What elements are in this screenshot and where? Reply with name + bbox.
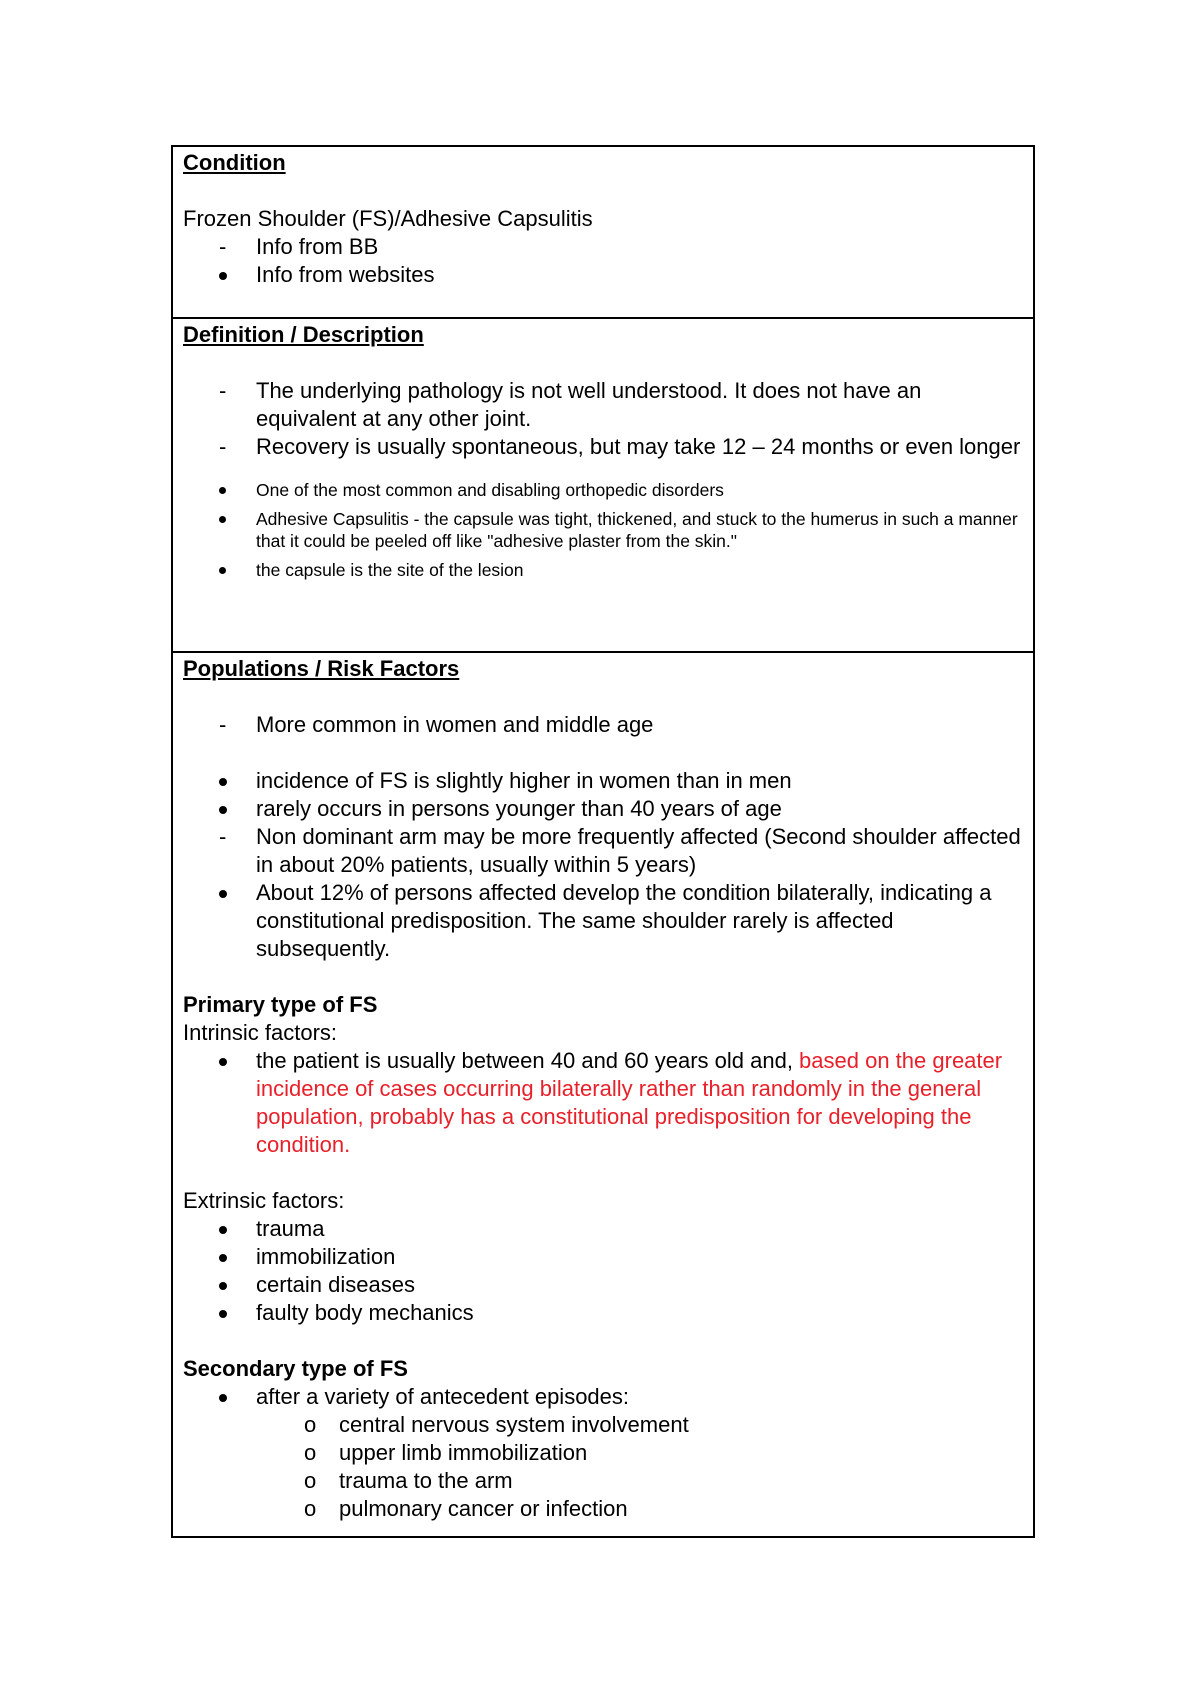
dash-marker: -: [219, 234, 227, 259]
condition-list: [183, 233, 1023, 289]
list-item-text: pulmonary cancer or infection: [339, 1496, 628, 1521]
definition-cell: [173, 319, 1033, 653]
list-item-text: faulty body mechanics: [256, 1300, 474, 1325]
secondary-type-heading: Secondary type of FS: [183, 1356, 408, 1381]
list-item-text: Recovery is usually spontaneous, but may take 12 – 24 months or even longer: [256, 434, 1021, 459]
dash-marker: -: [219, 378, 227, 403]
list-item: [183, 795, 1023, 823]
circle-marker: o: [304, 1468, 317, 1493]
list-item-text: trauma: [256, 1216, 325, 1241]
condition-cell: [173, 147, 1033, 319]
populations-list: [183, 767, 1023, 963]
list-item: [183, 1383, 1023, 1411]
list-item: [183, 261, 1023, 289]
intrinsic-text-highlight: based on the greater incidence of cases occurring bilaterally rather than randomly in the general population, probably has a constitutional predisposition for developing the condition.: [256, 1048, 1003, 1157]
sub-list-item: [183, 1439, 1023, 1467]
list-item: [183, 879, 1023, 963]
list-item: [183, 479, 1023, 501]
list-item-text: Adhesive Capsulitis - the capsule was tight, thickened, and stuck to the humerus in such a manner that it could be peeled off like "adhesive plaster from the skin.": [256, 509, 1018, 551]
list-item: [183, 1243, 1023, 1271]
extrinsic-list: [183, 1215, 1023, 1327]
list-item: [183, 1271, 1023, 1299]
list-item: [183, 559, 1023, 581]
primary-type-heading: Primary type of FS: [183, 992, 378, 1017]
list-item-text: trauma to the arm: [339, 1468, 513, 1493]
list-item-text: immobilization: [256, 1244, 396, 1269]
populations-cell: [173, 653, 1033, 1536]
circle-marker: o: [304, 1496, 317, 1521]
intrinsic-label: Intrinsic factors:: [183, 1020, 338, 1045]
secondary-list: [183, 1383, 1023, 1523]
intrinsic-list: [183, 1047, 1023, 1159]
list-item-text: More common in women and middle age: [256, 712, 654, 737]
sub-list-item: [183, 1495, 1023, 1523]
list-item: [183, 1047, 1023, 1159]
list-item: [183, 1299, 1023, 1327]
list-item-text: certain diseases: [256, 1272, 415, 1297]
circle-marker: o: [304, 1412, 317, 1437]
list-item: [183, 1215, 1023, 1243]
populations-header: Populations / Risk Factors: [183, 656, 460, 681]
intrinsic-text-plain: the patient is usually between 40 and 60 years old and,: [256, 1048, 800, 1073]
sub-list-item: [183, 1411, 1023, 1439]
extrinsic-label: Extrinsic factors:: [183, 1188, 345, 1213]
list-item-text: incidence of FS is slightly higher in women than in men: [256, 768, 792, 793]
list-item: [183, 433, 1023, 461]
list-item-text: upper limb immobilization: [339, 1440, 588, 1465]
list-item-text: the capsule is the site of the lesion: [256, 560, 524, 580]
list-item-text: About 12% of persons affected develop the condition bilaterally, indicating a constitutional predisposition. The same shoulder rarely is affected subsequently.: [256, 880, 992, 961]
list-item-text: after a variety of antecedent episodes:: [256, 1384, 630, 1409]
list-item: [183, 508, 1023, 552]
sub-list-item: [183, 1467, 1023, 1495]
list-item-text: One of the most common and disabling orthopedic disorders: [256, 480, 724, 500]
list-item-text: Non dominant arm may be more frequently affected (Second shoulder affected in about 20% patients, usually within 5 years): [256, 824, 1021, 877]
document-table: [171, 145, 1035, 1538]
list-item: [183, 711, 1023, 739]
list-item: [183, 377, 1023, 433]
list-item: [183, 823, 1023, 879]
list-item: [183, 233, 1023, 261]
definition-header: Definition / Description: [183, 322, 424, 347]
circle-marker: o: [304, 1440, 317, 1465]
definition-bullet-list: [183, 479, 1023, 581]
list-item: [183, 767, 1023, 795]
condition-title: Frozen Shoulder (FS)/Adhesive Capsulitis: [183, 206, 593, 231]
list-item-text: Info from BB: [256, 234, 379, 259]
list-item-text: rarely occurs in persons younger than 40 years of age: [256, 796, 782, 821]
definition-dash-list: [183, 377, 1023, 461]
dash-marker: -: [219, 434, 227, 459]
populations-first-list: [183, 711, 1023, 739]
dash-marker: -: [219, 824, 227, 849]
dash-marker: -: [219, 712, 227, 737]
list-item-text: Info from websites: [256, 262, 435, 287]
list-item-text: central nervous system involvement: [339, 1412, 689, 1437]
list-item-text: The underlying pathology is not well understood. It does not have an equivalent at any other joint.: [256, 378, 922, 431]
condition-header: Condition: [183, 150, 286, 175]
